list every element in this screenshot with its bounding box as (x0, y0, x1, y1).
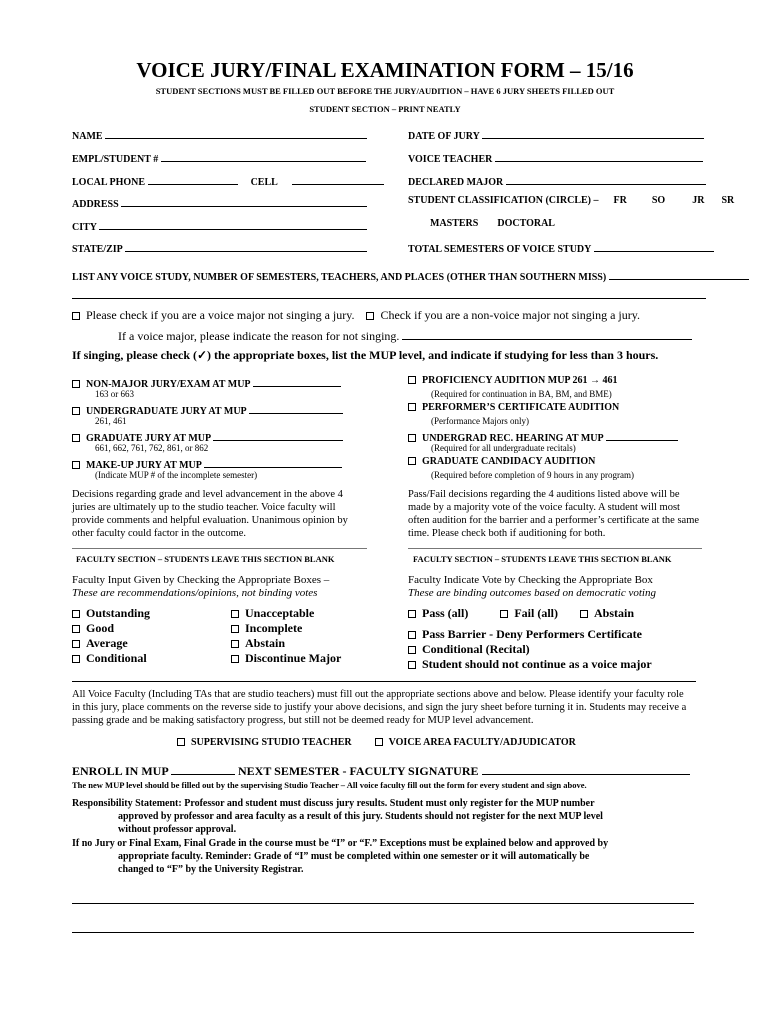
enroll-row (72, 763, 690, 779)
jury-candidacy (408, 456, 595, 467)
name-row (72, 127, 367, 142)
name-label: NAME (72, 131, 103, 142)
opt-conditional-recital (408, 642, 530, 657)
voice-study-row (72, 268, 749, 283)
discontinue-voice-checkbox[interactable] (408, 661, 416, 669)
makeup-label: MAKE-UP JURY AT MUP (86, 460, 202, 471)
average-checkbox[interactable] (72, 640, 80, 648)
opt-discontinue-voice (408, 657, 652, 672)
candidacy-label: GRADUATE CANDIDACY AUDITION (422, 456, 596, 467)
empl-label: EMPL/STUDENT # (72, 154, 159, 165)
pass-barrier-label: Pass Barrier - Deny Performers Certificate (422, 627, 643, 641)
faculty-left-heading: FACULTY SECTION – STUDENTS LEAVE THIS SECTION BLANK (76, 554, 335, 564)
if-singing-instruction: If singing, please check (✓) the appropriate boxes, list the MUP level, and indicate if studying for less than 3 hours. (72, 348, 659, 362)
voice-teacher-field[interactable] (495, 150, 703, 162)
supervising-label: SUPERVISING STUDIO TEACHER (191, 737, 352, 748)
empl-row (72, 150, 366, 165)
classification-row-2 (430, 218, 555, 229)
undergrad-note: 261, 461 (95, 416, 127, 426)
opt-unacceptable (231, 606, 314, 621)
recital-checkbox[interactable] (408, 434, 416, 442)
classification-label: STUDENT CLASSIFICATION (CIRCLE) – (408, 195, 599, 206)
proficiency-label: PROFICIENCY AUDITION MUP 261 → 461 (422, 375, 618, 386)
voice-not-singing-label: Please check if you are a voice major not singing a jury. (86, 308, 355, 322)
reason-field[interactable] (402, 328, 692, 340)
city-label: CITY (72, 222, 97, 233)
divider-right (408, 548, 702, 549)
outstanding-checkbox[interactable] (72, 610, 80, 618)
discontinue-voice-label: Student should not continue as a voice major (422, 657, 652, 671)
graduate-mup-field[interactable] (213, 429, 343, 441)
form-title: VOICE JURY/FINAL EXAMINATION FORM – 15/16 (136, 58, 634, 82)
divider-main (72, 681, 696, 682)
reason-label: If a voice major, please indicate the reason for not singing. (118, 329, 400, 343)
graduate-checkbox[interactable] (72, 434, 80, 442)
faculty-left-line2: These are recommendations/opinions, not binding votes (72, 587, 318, 599)
cell-field[interactable] (292, 173, 384, 185)
local-phone-field[interactable] (148, 173, 238, 185)
resp-line1: Responsibility Statement: Professor and student must discuss jury results. Student must only register for the MUP number (72, 798, 595, 809)
state-row (72, 240, 367, 255)
conditional-recital-checkbox[interactable] (408, 646, 416, 654)
undergrad-checkbox[interactable] (72, 407, 80, 415)
roles-row (177, 737, 576, 748)
city-row (72, 218, 367, 233)
opt-good (72, 621, 114, 636)
discontinue-label: Discontinue Major (245, 651, 342, 665)
class-jr[interactable]: JR (692, 195, 705, 206)
jury-graduate (72, 429, 343, 444)
form-subtitle: STUDENT SECTIONS MUST BE FILLED OUT BEFORE THE JURY/AUDITION – HAVE 6 JURY SHEETS FILLED OUT (155, 86, 615, 96)
graduate-label: GRADUATE JURY AT MUP (86, 433, 211, 444)
fail-checkbox[interactable] (500, 610, 508, 618)
voice-teacher-label: VOICE TEACHER (408, 154, 493, 165)
discontinue-checkbox[interactable] (231, 655, 239, 663)
name-field[interactable] (105, 127, 367, 139)
recital-mup-field[interactable] (606, 429, 678, 441)
exception-line-1[interactable] (72, 903, 694, 904)
conditional-recital-label: Conditional (Recital) (422, 642, 530, 656)
makeup-checkbox[interactable] (72, 461, 80, 469)
declared-major-field[interactable] (506, 173, 706, 185)
opt-discontinue (231, 651, 341, 666)
nonmajor-note: 163 or 663 (95, 389, 134, 399)
non-voice-label: Check if you are a non-voice major not singing a jury. (380, 308, 640, 322)
enroll-mup-field[interactable] (171, 763, 235, 775)
total-semesters-field[interactable] (594, 240, 714, 252)
jury-undergrad (72, 402, 343, 417)
conditional-label: Conditional (86, 651, 147, 665)
major-row (408, 173, 706, 188)
address-row (72, 195, 367, 210)
semesters-row (408, 240, 714, 255)
vote-row (408, 606, 634, 621)
local-phone-label: LOCAL PHONE (72, 177, 146, 188)
outstanding-label: Outstanding (86, 606, 151, 620)
abstain-left-checkbox[interactable] (231, 640, 239, 648)
supervising-checkbox[interactable] (177, 738, 185, 746)
faculty-left-line1: Faculty Input Given by Checking the Appropriate Boxes – (72, 574, 330, 586)
enroll-note: The new MUP level should be filled out by the supervising Studio Teacher – All voice faculty fill out the form for every student and sign above. (72, 780, 587, 790)
city-field[interactable] (99, 218, 367, 230)
resp-line2: approved by professor and area faculty as a result of this jury. Students should not register for the next MUP level (118, 811, 603, 822)
student-section-label: STUDENT SECTION – PRINT NEATLY (309, 104, 461, 114)
opt-abstain-left (231, 636, 285, 651)
nonmajor-label: NON-MAJOR JURY/EXAM AT MUP (86, 379, 250, 390)
jury-proficiency (408, 375, 617, 386)
reason-row (118, 328, 692, 344)
class-fr[interactable]: FR (613, 195, 627, 206)
voice-study-line-2[interactable] (72, 298, 706, 299)
fail-label: Fail (all) (514, 606, 559, 620)
state-zip-field[interactable] (125, 240, 367, 252)
cell-label: CELL (250, 177, 278, 188)
unacceptable-checkbox[interactable] (231, 610, 239, 618)
recital-note: (Required for all undergraduate recitals) (431, 443, 576, 453)
declared-major-label: DECLARED MAJOR (408, 177, 504, 188)
incomplete-label: Incomplete (245, 621, 303, 635)
candidacy-note: (Required before completion of 9 hours in any program) (431, 470, 634, 480)
address-field[interactable] (121, 195, 367, 207)
decision-left-text: Decisions regarding grade and level advancement in the above 4 juries are ultimately up to the studio teacher. Voice faculty will provide comments and helpful evaluation. Unanimous opinion by other faculty could factor in the outcome. (72, 489, 348, 539)
abstain-right-checkbox[interactable] (580, 610, 588, 618)
proficiency-checkbox[interactable] (408, 376, 416, 384)
makeup-mup-field[interactable] (204, 456, 342, 468)
opt-average (72, 636, 128, 651)
jury-makeup (72, 456, 342, 471)
signature-label: NEXT SEMESTER - FACULTY SIGNATURE (238, 764, 479, 778)
total-semesters-label: TOTAL SEMESTERS OF VOICE STUDY (408, 244, 592, 255)
faculty-right-line2: These are binding outcomes based on democratic voting (408, 587, 656, 599)
incomplete-checkbox[interactable] (231, 625, 239, 633)
faculty-right-line1: Faculty Indicate Vote by Checking the Appropriate Box (408, 574, 653, 586)
date-label: DATE OF JURY (408, 131, 480, 142)
jury-nonmajor (72, 375, 341, 390)
voice-study-label: LIST ANY VOICE STUDY, NUMBER OF SEMESTERS, TEACHERS, AND PLACES (OTHER THAN SOUTHERN MISS) (72, 272, 607, 283)
faculty-right-heading: FACULTY SECTION – STUDENTS LEAVE THIS SECTION BLANK (413, 554, 672, 564)
unacceptable-label: Unacceptable (245, 606, 315, 620)
undergrad-label: UNDERGRADUATE JURY AT MUP (86, 406, 247, 417)
signature-field[interactable] (482, 763, 690, 775)
good-label: Good (86, 621, 115, 635)
recital-label: UNDERGRAD REC. HEARING AT MUP (422, 433, 604, 444)
all-faculty-text: All Voice Faculty (Including TAs that are studio teachers) must fill out the appropriate sections above and below. Please identify your faculty role in this jury, place comments on the reverse side to justify your above decisions, and sign the jury sheet before turning it in. Students may receive a passing grade and be making satisfactory progress, but still not be deemed ready for MUP level advancement. (72, 689, 687, 726)
resp-line3: without professor approval. (118, 824, 237, 835)
class-masters[interactable]: MASTERS (430, 218, 479, 229)
area-faculty-label: VOICE AREA FACULTY/ADJUDICATOR (388, 737, 576, 748)
graduate-note: 661, 662, 761, 762, 861, or 862 (95, 443, 209, 453)
opt-pass-barrier (408, 627, 642, 642)
nonmajor-checkbox[interactable] (72, 380, 80, 388)
class-so[interactable]: SO (651, 195, 666, 206)
makeup-note: (Indicate MUP # of the incomplete semester) (95, 470, 258, 480)
jury-performer (408, 402, 619, 413)
teacher-row (408, 150, 703, 165)
pass-label: Pass (all) (422, 606, 469, 620)
undergrad-mup-field[interactable] (249, 402, 343, 414)
address-label: ADDRESS (72, 199, 119, 210)
non-voice-checkbox[interactable] (366, 312, 374, 320)
performer-note: (Performance Majors only) (431, 416, 529, 426)
class-sr[interactable]: SR (721, 195, 735, 206)
pass-checkbox[interactable] (408, 610, 416, 618)
opt-incomplete (231, 621, 302, 636)
decision-right-text: Pass/Fail decisions regarding the 4 auditions listed above will be made by a majority vote of the voice faculty. A student will most often audition for the barrier and a performer’s certificate at the same time. Please check both if auditioning for both. (408, 489, 700, 539)
not-singing-row (72, 308, 640, 323)
performer-checkbox[interactable] (408, 403, 416, 411)
proficiency-note: (Required for continuation in BA, BM, and BME) (431, 389, 612, 399)
divider-left (72, 548, 367, 549)
date-field[interactable] (482, 127, 704, 139)
empl-field[interactable] (161, 150, 366, 162)
enroll-label: ENROLL IN MUP (72, 764, 169, 778)
abstain-left-label: Abstain (245, 636, 286, 650)
candidacy-checkbox[interactable] (408, 457, 416, 465)
conditional-checkbox[interactable] (72, 655, 80, 663)
state-zip-label: STATE/ZIP (72, 244, 123, 255)
resp-line4: If no Jury or Final Exam, Final Grade in the course must be “I” or “F.” Exceptions must be explained below and approved by (72, 838, 609, 849)
classification-row (408, 195, 734, 206)
voice-study-field[interactable] (609, 268, 749, 280)
phone-row (72, 173, 384, 188)
voice-not-singing-checkbox[interactable] (72, 312, 80, 320)
resp-line6: changed to “F” by the University Registrar. (118, 864, 304, 875)
opt-outstanding (72, 606, 150, 621)
date-row (408, 127, 704, 142)
nonmajor-mup-field[interactable] (253, 375, 341, 387)
performer-label: PERFORMER’S CERTIFICATE AUDITION (422, 402, 620, 413)
pass-barrier-checkbox[interactable] (408, 631, 416, 639)
average-label: Average (86, 636, 128, 650)
resp-line5: appropriate faculty. Reminder: Grade of “I” must be completed within one semester or it will automatically be (118, 851, 590, 862)
exception-line-2[interactable] (72, 932, 694, 933)
good-checkbox[interactable] (72, 625, 80, 633)
jury-recital (408, 429, 678, 444)
class-doctoral[interactable]: DOCTORAL (497, 218, 555, 229)
opt-conditional (72, 651, 147, 666)
area-faculty-checkbox[interactable] (375, 738, 383, 746)
abstain-right-label: Abstain (594, 606, 635, 620)
